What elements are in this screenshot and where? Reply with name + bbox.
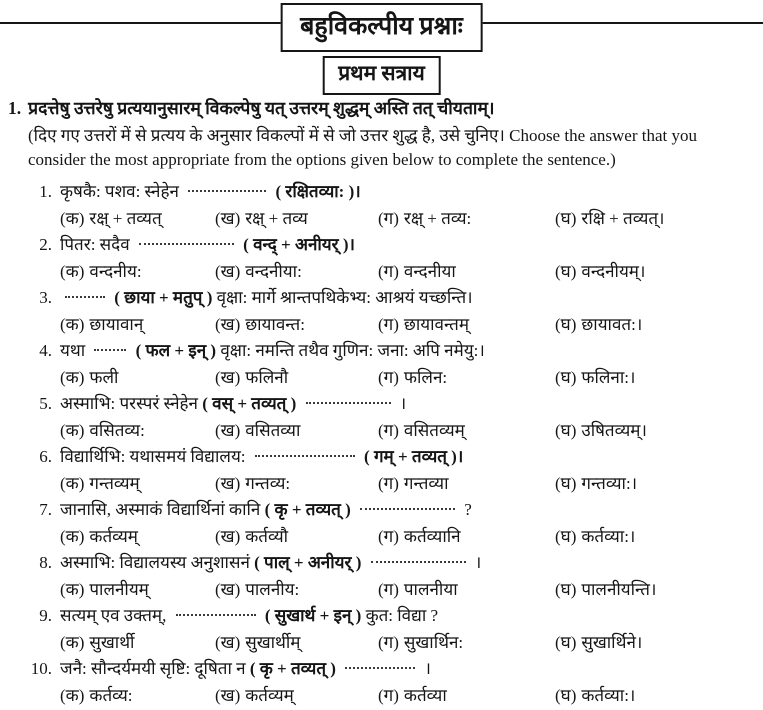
item-number: 2.	[39, 234, 52, 254]
option-text: सुखार्थी	[89, 632, 135, 652]
option-text: रक्ष् + तव्य:	[403, 208, 472, 228]
item-sentence	[0, 497, 763, 523]
option-text: कर्तव्या	[403, 685, 447, 705]
option-text: पालनीय:	[245, 579, 300, 599]
affix-hint: ( कृ + तव्यत् )	[249, 658, 336, 678]
item-number: 1.	[39, 181, 52, 201]
question-item	[0, 285, 763, 338]
options-row	[0, 629, 763, 656]
affix-hint: ( वस् + तव्यत् )	[202, 393, 297, 413]
option-label: (ग)	[378, 632, 399, 652]
option-text: कर्तव्यम्	[89, 526, 138, 546]
option-label: (क)	[60, 579, 85, 599]
option	[60, 470, 215, 497]
option-label: (ग)	[378, 526, 399, 546]
item-sentence-text	[60, 285, 473, 311]
option-label: (क)	[60, 685, 85, 705]
options-row	[0, 576, 763, 603]
blank-dots	[255, 454, 355, 457]
question-item	[0, 603, 763, 656]
option	[555, 258, 763, 285]
blank-dots	[139, 242, 234, 245]
option	[555, 523, 763, 550]
sentence-fragment: ।	[424, 658, 431, 678]
blank-dots	[176, 613, 256, 616]
blank-dots	[371, 560, 466, 563]
option-text: कर्तव्य:	[89, 685, 133, 705]
options-row	[0, 682, 763, 709]
item-sentence	[0, 232, 763, 258]
options-row	[0, 523, 763, 550]
sentence-fragment: ।	[399, 393, 407, 413]
options-row	[0, 258, 763, 285]
question-instructions: (दिए गए उत्तरों में से प्रत्यय के अनुसार विकल्पों में से जो उत्तर शुद्ध है, उसे चुनिए। Choose the answer that you consider the most appropriate from the options given below to complete the sentence.)	[28, 125, 698, 169]
item-sentence	[0, 338, 763, 364]
option	[215, 205, 378, 232]
option-label: (ग)	[378, 261, 399, 281]
option	[555, 205, 763, 232]
option	[378, 417, 555, 444]
option-text: सुखार्थिन:	[403, 632, 464, 652]
affix-hint: ( वन्द् + अनीयर् )।	[243, 234, 355, 254]
option-label: (ग)	[378, 685, 399, 705]
option-text: पालनीया	[403, 579, 458, 599]
item-sentence	[0, 285, 763, 311]
item-number: 9.	[39, 605, 52, 625]
option-label: (घ)	[555, 261, 577, 281]
option	[215, 629, 378, 656]
question-item	[0, 444, 763, 497]
sentence-fragment: विद्यार्थिभि: यथासमयं विद्यालय:	[60, 446, 246, 466]
question-heading	[0, 97, 763, 121]
affix-hint: ( सुखार्थ + इन् )	[264, 605, 362, 625]
page-title-box	[280, 3, 483, 52]
option	[555, 417, 763, 444]
option-text: रक्ष् + तव्य	[245, 208, 308, 228]
item-sentence	[0, 656, 763, 682]
option	[60, 629, 215, 656]
option	[60, 364, 215, 391]
option-label: (घ)	[555, 526, 577, 546]
option-label: (ग)	[378, 473, 399, 493]
option	[215, 364, 378, 391]
sentence-fragment: यथा	[60, 340, 86, 360]
question-item	[0, 550, 763, 603]
option-text: पालनीयन्ति।	[581, 579, 657, 599]
option-text: कर्तव्यानि	[403, 526, 461, 546]
affix-hint: ( रक्षितव्या: )।	[275, 181, 361, 201]
item-sentence-text	[60, 550, 481, 576]
option-text: फली	[89, 367, 119, 387]
option	[60, 523, 215, 550]
item-sentence	[0, 603, 763, 629]
item-sentence-text	[60, 444, 463, 470]
options-row	[0, 311, 763, 338]
option-text: पालनीयम्	[89, 579, 149, 599]
option	[60, 417, 215, 444]
option-label: (ख)	[215, 526, 241, 546]
item-number: 10.	[30, 658, 52, 678]
sentence-fragment: अस्माभि: विद्यालयस्य अनुशासनं	[60, 552, 250, 572]
option-label: (क)	[60, 261, 85, 281]
sentence-fragment: वृक्षा: नमन्ति तथैव गुणिन: जना: अपि नमेयु:।	[220, 340, 485, 360]
option	[60, 311, 215, 338]
blank-dots	[360, 507, 455, 510]
blank-dots	[345, 666, 415, 669]
options-row	[0, 205, 763, 232]
blank-dots	[65, 295, 105, 298]
option	[60, 205, 215, 232]
option-label: (ख)	[215, 632, 241, 652]
question-heading-text: प्रदत्तेषु उत्तरेषु प्रत्ययानुसारम् विकल्पेषु यत् उत्तरम् शुद्धम् अस्ति तत् चीयताम्।	[28, 98, 495, 118]
item-sentence	[0, 444, 763, 470]
option-text: वन्दनीया	[403, 261, 456, 281]
content-area	[0, 97, 763, 709]
options-row	[0, 417, 763, 444]
option-text: वसितव्य:	[89, 420, 145, 440]
option	[60, 258, 215, 285]
option-text: गन्तव्यम्	[89, 473, 140, 493]
item-sentence	[0, 391, 763, 417]
blank-dots	[306, 401, 391, 404]
option-label: (ग)	[378, 367, 399, 387]
option	[378, 576, 555, 603]
item-number: 8.	[39, 552, 52, 572]
option-text: फलिन:	[403, 367, 448, 387]
affix-hint: ( छाया + मतुप् )	[114, 287, 213, 307]
option	[60, 576, 215, 603]
item-sentence-text	[60, 179, 361, 205]
blank-dots	[188, 189, 266, 192]
option-text: वसितव्यम्	[403, 420, 465, 440]
option-text: कर्तव्या:।	[581, 685, 636, 705]
sentence-fragment: ?	[464, 499, 472, 519]
option-label: (घ)	[555, 420, 577, 440]
item-sentence-text	[60, 338, 485, 364]
option-label: (घ)	[555, 473, 577, 493]
option	[555, 311, 763, 338]
option	[378, 470, 555, 497]
option	[555, 629, 763, 656]
option-label: (घ)	[555, 367, 577, 387]
option	[215, 417, 378, 444]
option-text: कर्तव्या:।	[581, 526, 636, 546]
option-text: रक्षि + तव्यत्।	[581, 208, 665, 228]
option-text: छायावन्त:	[245, 314, 305, 334]
option-text: फलिनौ	[245, 367, 289, 387]
option	[215, 258, 378, 285]
option-label: (क)	[60, 420, 85, 440]
item-sentence-text	[60, 391, 406, 417]
option-text: फलिना:।	[581, 367, 636, 387]
item-number: 5.	[39, 393, 52, 413]
option-label: (ग)	[378, 420, 399, 440]
option-text: छायावत:।	[581, 314, 643, 334]
affix-hint: ( गम् + तव्यत् )।	[364, 446, 464, 466]
option-text: गन्तव्या:।	[581, 473, 638, 493]
item-sentence-text	[60, 497, 472, 523]
option-label: (क)	[60, 208, 85, 228]
sentence-fragment: जनै: सौन्दर्यमयी सृष्टि: दूषिता न	[60, 658, 246, 678]
affix-hint: ( कृ + तव्यत् )	[264, 499, 351, 519]
option-label: (क)	[60, 314, 85, 334]
sentence-fragment: पितर: सदैव	[60, 234, 130, 254]
option	[60, 682, 215, 709]
question-item	[0, 497, 763, 550]
option-text: छायावान्	[89, 314, 144, 334]
option-label: (घ)	[555, 632, 577, 652]
option-label: (घ)	[555, 314, 577, 334]
option-text: कर्तव्यौ	[245, 526, 289, 546]
sentence-fragment: वृक्षा: मार्गे श्रान्तपथिकेभ्य: आश्रयं यच्छन्ति।	[216, 287, 473, 307]
option-label: (ग)	[378, 579, 399, 599]
item-number: 6.	[39, 446, 52, 466]
option	[215, 523, 378, 550]
option-text: सुखार्थिने।	[581, 632, 643, 652]
item-sentence-text	[60, 603, 438, 629]
sentence-fragment: कृषकै: पशव: स्नेहेन	[60, 181, 179, 201]
option-label: (क)	[60, 473, 85, 493]
option-label: (क)	[60, 367, 85, 387]
option	[555, 576, 763, 603]
option	[215, 682, 378, 709]
sentence-fragment: कुत: विद्या ?	[365, 605, 439, 625]
option-label: (क)	[60, 526, 85, 546]
item-number: 7.	[39, 499, 52, 519]
option-text: गन्तव्या	[403, 473, 449, 493]
option	[378, 205, 555, 232]
option	[555, 682, 763, 709]
item-sentence	[0, 179, 763, 205]
section-title: प्रथम सत्राय	[338, 61, 425, 85]
option	[555, 364, 763, 391]
option-label: (ख)	[215, 314, 241, 334]
option-text: छायावन्तम्	[403, 314, 470, 334]
option-label: (ख)	[215, 473, 241, 493]
option-label: (घ)	[555, 208, 577, 228]
option-label: (ग)	[378, 314, 399, 334]
option	[555, 470, 763, 497]
option-text: उषितव्यम्।	[581, 420, 647, 440]
option-text: गन्तव्य:	[245, 473, 291, 493]
blank-dots	[94, 348, 126, 351]
item-number: 3.	[39, 287, 52, 307]
sentence-fragment: ।	[474, 552, 482, 572]
option	[215, 576, 378, 603]
option-label: (क)	[60, 632, 85, 652]
option	[378, 523, 555, 550]
question-item	[0, 179, 763, 232]
option	[378, 629, 555, 656]
section-title-box	[322, 56, 441, 95]
sentence-fragment: जानासि, अस्माकं विद्यार्थिनां कानि	[60, 499, 261, 519]
sentence-fragment: सत्यम् एव उक्तम्,	[60, 605, 167, 625]
options-row	[0, 470, 763, 497]
option-label: (ख)	[215, 685, 241, 705]
option	[378, 258, 555, 285]
question-item	[0, 232, 763, 285]
affix-hint: ( फल + इन् )	[135, 340, 217, 360]
option-label: (ख)	[215, 261, 241, 281]
option-text: सुखार्थीम्	[245, 632, 301, 652]
option	[215, 470, 378, 497]
question-item	[0, 391, 763, 444]
option-label: (घ)	[555, 685, 577, 705]
options-row	[0, 364, 763, 391]
question-item	[0, 656, 763, 709]
option-text: वसितव्या	[245, 420, 301, 440]
sentence-fragment: अस्माभि: परस्परं स्नेहेन	[60, 393, 198, 413]
option-label: (ग)	[378, 208, 399, 228]
item-number: 4.	[39, 340, 52, 360]
question-item	[0, 338, 763, 391]
option-label: (ख)	[215, 420, 241, 440]
option-label: (घ)	[555, 579, 577, 599]
option	[378, 311, 555, 338]
option-text: वन्दनीयम्।	[581, 261, 646, 281]
page-title: बहुविकल्पीय प्रश्नाः	[300, 13, 463, 40]
option	[215, 311, 378, 338]
option-label: (ख)	[215, 367, 241, 387]
option-text: रक्ष् + तव्यत्	[89, 208, 162, 228]
affix-hint: ( पाल् + अनीयर् )	[254, 552, 362, 572]
question-number: 1.	[8, 98, 22, 118]
option-label: (ख)	[215, 579, 241, 599]
option-text: वन्दनीय:	[89, 261, 142, 281]
option-text: कर्तव्यम्	[245, 685, 294, 705]
items-list	[0, 179, 763, 709]
option-label: (ख)	[215, 208, 241, 228]
item-sentence	[0, 550, 763, 576]
option	[378, 364, 555, 391]
option	[378, 682, 555, 709]
item-sentence-text	[60, 656, 431, 682]
item-sentence-text	[60, 232, 355, 258]
option-text: वन्दनीया:	[245, 261, 302, 281]
